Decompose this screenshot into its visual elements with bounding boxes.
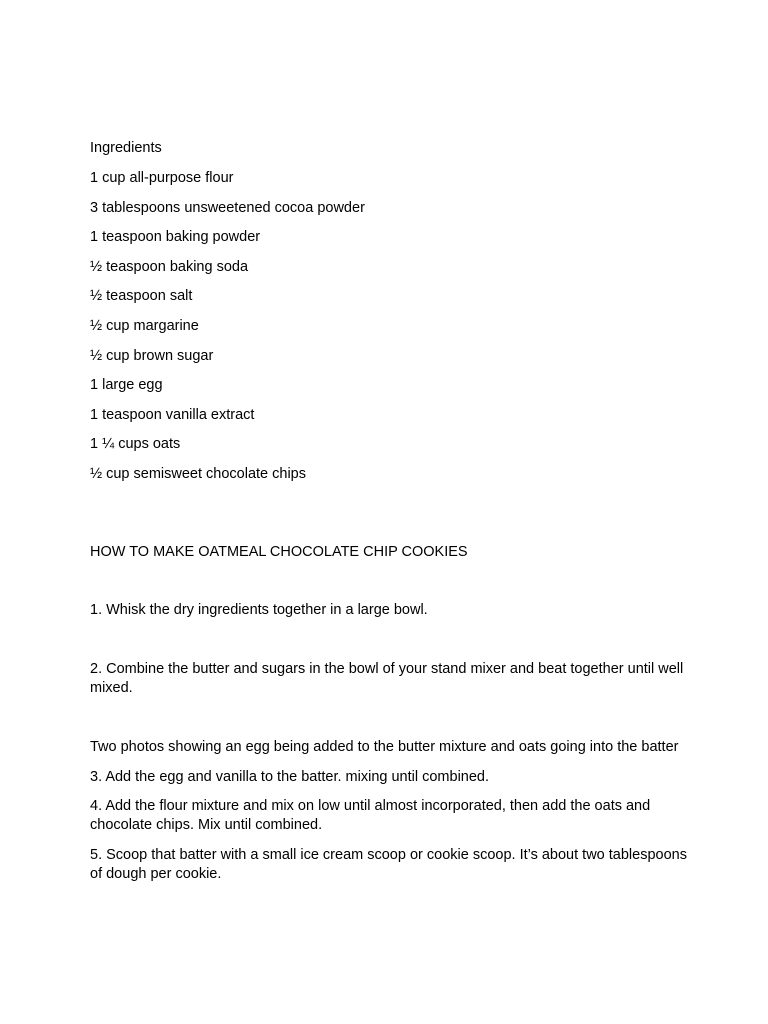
ingredients-heading: Ingredients [90,140,162,156]
ingredient-item: ½ teaspoon salt [90,288,193,305]
ingredient-item: 1 teaspoon vanilla extract [90,406,255,423]
ingredient-item: 1 large egg [90,377,163,394]
ingredient-item: ½ cup margarine [90,317,199,334]
ingredient-item: ½ cup brown sugar [90,347,214,364]
ingredient-item: 1 cup all-purpose flour [90,170,234,186]
method-step: 5. Scoop that batter with a small ice cream scoop or cookie scoop. It’s about two tablespoons of dough per cookie. [90,846,692,882]
ingredient-item: 1 teaspoon baking powder [90,229,261,246]
document-page [90,139,690,894]
ingredient-item: ½ teaspoon baking soda [90,258,249,275]
method-heading: HOW TO MAKE OATMEAL CHOCOLATE CHIP COOKIES [90,543,468,560]
ingredient-item: 1 ¼ cups oats [90,436,181,453]
method-step: 4. Add the flour mixture and mix on low until almost incorporated, then add the oats and chocolate chips. Mix until combined. [90,798,655,834]
ingredient-item: 3 tablespoons unsweetened cocoa powder [90,199,365,216]
method-steps [90,601,690,884]
photo-caption: Two photos showing an egg being added to the butter mixture and oats going into the batter [90,738,679,755]
ingredient-list [90,169,690,484]
method-step: 1. Whisk the dry ingredients together in a large bowl. [90,601,428,618]
method-step: 2. Combine the butter and sugars in the bowl of your stand mixer and beat together until well mixed. [90,660,688,696]
ingredient-item: ½ cup semisweet chocolate chips [90,465,306,482]
method-step: 3. Add the egg and vanilla to the batter. mixing until combined. [90,768,490,785]
